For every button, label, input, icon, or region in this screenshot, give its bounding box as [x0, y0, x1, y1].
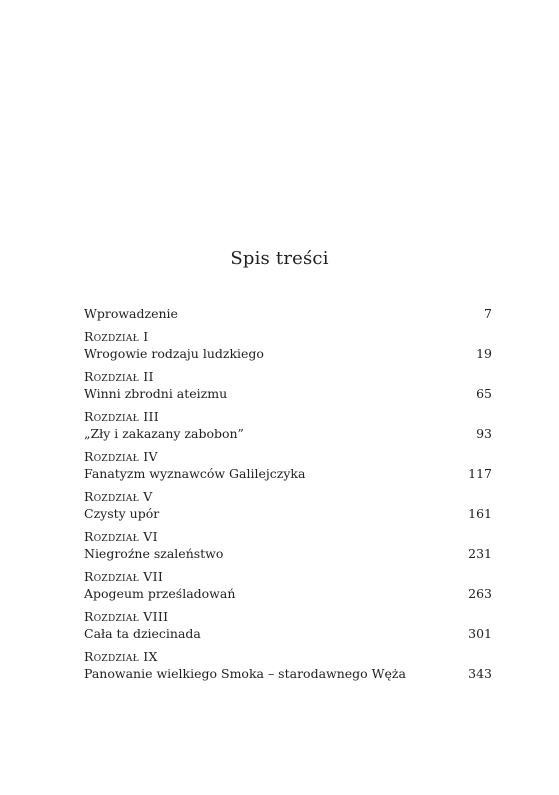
entry-page-number: 263: [468, 586, 492, 601]
entry-page-number: 161: [468, 506, 492, 521]
entry-line: [84, 305, 492, 322]
entry-line: [84, 665, 492, 682]
toc-entry-intro: [84, 305, 492, 322]
toc-entry-chapter-8: [84, 609, 492, 642]
entry-line: [84, 385, 492, 402]
entry-page-number: 19: [476, 346, 492, 361]
entry-page-number: 301: [468, 626, 492, 641]
entry-line: [84, 345, 492, 362]
toc-entry-chapter-6: [84, 529, 492, 562]
entry-page-number: 343: [468, 666, 492, 681]
chapter-label: Rozdział V: [84, 489, 153, 504]
toc-entry-chapter-4: [84, 449, 492, 482]
entry-title: Wprowadzenie: [84, 306, 178, 321]
toc-entry-chapter-1: [84, 329, 492, 362]
entry-line: [84, 465, 492, 482]
entry-page-number: 7: [484, 306, 492, 321]
chapter-label: Rozdział I: [84, 329, 149, 344]
entry-line: [84, 545, 492, 562]
toc-entry-chapter-7: [84, 569, 492, 602]
entry-title: Niegroźne szaleństwo: [84, 546, 224, 561]
entry-title: Wrogowie rodzaju ludzkiego: [84, 346, 264, 361]
entry-page-number: 117: [468, 466, 492, 481]
entry-title: „Zły i zakazany zabobon”: [84, 426, 244, 441]
entry-page-number: 231: [468, 546, 492, 561]
toc-entry-chapter-2: [84, 369, 492, 402]
entry-page-number: 65: [476, 386, 492, 401]
entry-line: [84, 425, 492, 442]
chapter-label: Rozdział III: [84, 409, 159, 424]
entry-line: [84, 505, 492, 522]
toc-entry-chapter-9: [84, 649, 492, 682]
entry-title: Fanatyzm wyznawców Galilejczyka: [84, 466, 306, 481]
chapter-label: Rozdział II: [84, 369, 154, 384]
chapter-label: Rozdział VII: [84, 569, 164, 584]
entry-title: Winni zbrodni ateizmu: [84, 386, 228, 401]
toc-entry-chapter-3: [84, 409, 492, 442]
entry-page-number: 93: [476, 426, 492, 441]
entry-title: Panowanie wielkiego Smoka – starodawnego Węża: [84, 666, 406, 681]
chapter-label: Rozdział VIII: [84, 609, 169, 624]
chapter-label: Rozdział VI: [84, 529, 158, 544]
table-of-contents: [84, 305, 492, 689]
entry-line: [84, 625, 492, 642]
entry-title: Apogeum prześladowań: [84, 586, 236, 601]
chapter-label: Rozdział IV: [84, 449, 158, 464]
chapter-label: Rozdział IX: [84, 649, 158, 664]
page-title: Spis treści: [230, 248, 329, 269]
entry-title: Cała ta dziecinada: [84, 626, 201, 641]
entry-title: Czysty upór: [84, 506, 160, 521]
toc-entry-chapter-5: [84, 489, 492, 522]
entry-line: [84, 585, 492, 602]
